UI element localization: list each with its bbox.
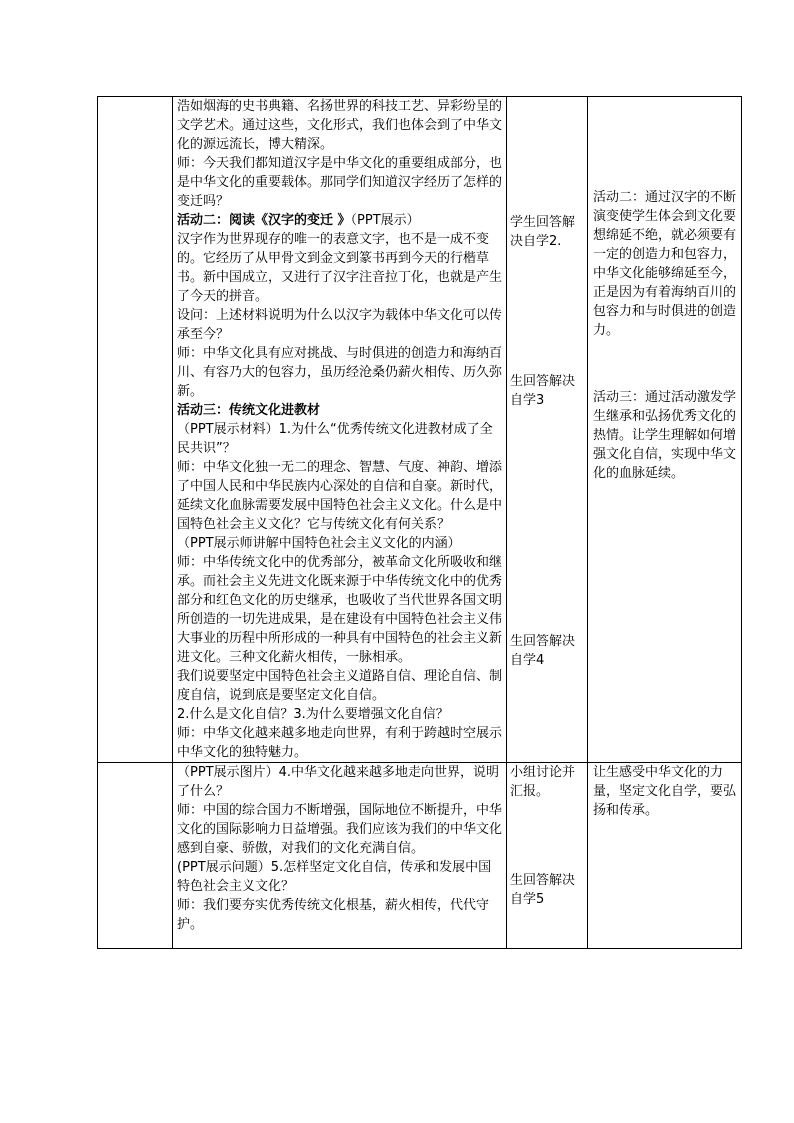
design-intent: 活动三：通过活动激发学生继承和弘扬优秀文化的热情。让学生理解如何增强文化自信，实现中华文化的血脉延续。 — [593, 390, 737, 481]
paragraph: 师：中华传统文化中的优秀部分，被革命文化所吸收和继承。而社会主义先进文化既来源于中华传统文化中的优秀部分和红色文化的历史继承，也吸收了当代世界各国文明所创造的一切先进成果，是在建设有中国特色社会主义伟大事业的历程中所形成的一种具有中国特色的社会主义新进文化。三种文化薪火相传，一脉相承。 — [177, 555, 503, 665]
student-activity-cell — [507, 97, 588, 763]
paragraph: 浩如烟海的史书典籍、名扬世界的科技工艺、异彩纷呈的文学艺术。通过这些，文化形式，我们也体会到了中华文化的源远流长，博大精深。 — [177, 99, 503, 152]
design-intent-cell — [588, 763, 742, 949]
teaching-content-cell — [173, 97, 507, 763]
empty-cell — [98, 763, 173, 949]
student-activity-cell — [507, 763, 588, 949]
table-row — [98, 97, 742, 763]
paragraph: 师：中华文化越来越多地走向世界，有利于跨越时空展示中华文化的独特魅力。 — [177, 726, 503, 760]
lesson-plan-table — [97, 96, 742, 949]
paragraph: 我们说要坚定中国特色社会主义道路自信、理论自信、制度自信，说到底是要坚定文化自信。 — [177, 669, 503, 703]
activity-heading — [177, 211, 502, 230]
paragraph: 师：中国的综合国力不断增强，国际地位不断提升，中华文化的国际影响力日益增强。我们应该为我们的中华文化感到自豪、骄傲，对我们的文化充满自信。 — [177, 803, 503, 856]
paragraph: 师：中华文化具有应对挑战、与时俱进的创造力和海纳百川、有容乃大的包容力，虽历经沧桑仍薪火相传、历久弥新。 — [177, 346, 503, 399]
paragraph: 师：我们要夯实优秀传统文化根基，薪火相传，代代守护。 — [177, 898, 490, 932]
teaching-content-cell — [173, 763, 507, 949]
student-activity: 生回答解决自学4 — [510, 634, 576, 668]
design-intent: 活动二：通过汉字的不断演变使学生体会到文化要想绵延不绝，就必须要有一定的创造力和包容力，中华文化能够绵延至今，正是因为有着海纳百川的包容力和与时俱进的创造力。 — [593, 190, 737, 338]
paragraph: 2.什么是文化自信？3.为什么要增强文化自信？ — [177, 707, 449, 722]
paragraph: （PPT展示图片）4.中华文化越来越多地走向世界，说明了什么？ — [177, 765, 500, 799]
design-intent-cell — [588, 97, 742, 763]
table-row — [98, 763, 742, 949]
paragraph: (PPT展示问题）5.怎样坚定文化自信，传承和发展中国特色社会主义文化？ — [177, 860, 492, 894]
paragraph: 师：今天我们都知道汉字是中华文化的重要组成部分，也是中华文化的重要载体。那同学们知道汉字经历了怎样的变迁吗？ — [177, 156, 503, 209]
student-activity: 小组讨论并汇报。 — [510, 765, 576, 799]
empty-cell — [98, 97, 173, 763]
student-activity: 生回答解决自学3 — [510, 374, 576, 408]
student-activity: 学生回答解决自学2. — [510, 215, 576, 249]
design-intent: 让生感受中华文化的力量，坚定文化自学，要弘扬和传承。 — [593, 765, 737, 818]
activity-title: 活动二：阅读《汉字的变迁 》 — [177, 213, 351, 228]
activity-title: 活动三：传统文化进教材 — [177, 403, 321, 418]
paragraph: 师：中华文化独一无二的理念、智慧、气度、神韵、增添了中国人民和中华民族内心深处的自信和自豪。新时代，延续文化血脉需要发展中国特色社会主义文化。什么是中国特色社会主义文化？它与传统文化有何关系？ — [177, 460, 503, 532]
activity-note: （PPT展示） — [350, 213, 420, 228]
paragraph: （PPT展示师讲解中国特色社会主义文化的内涵） — [177, 536, 461, 551]
paragraph: （PPT展示材料）1.为什么“优秀传统文化进教材成了全民共识”？ — [177, 422, 493, 456]
student-activity: 生回答解决自学5 — [510, 873, 576, 907]
paragraph: 汉字作为世界现存的唯一的表意文字，也不是一成不变的。它经历了从甲骨文到金文到篆书再到今天的行楷草书。新中国成立，又进行了汉字注音拉丁化，也就是产生了今天的拼音。 — [177, 232, 503, 304]
paragraph: 设问：上述材料说明为什么以汉字为载体中华文化可以传承至今？ — [177, 308, 503, 342]
